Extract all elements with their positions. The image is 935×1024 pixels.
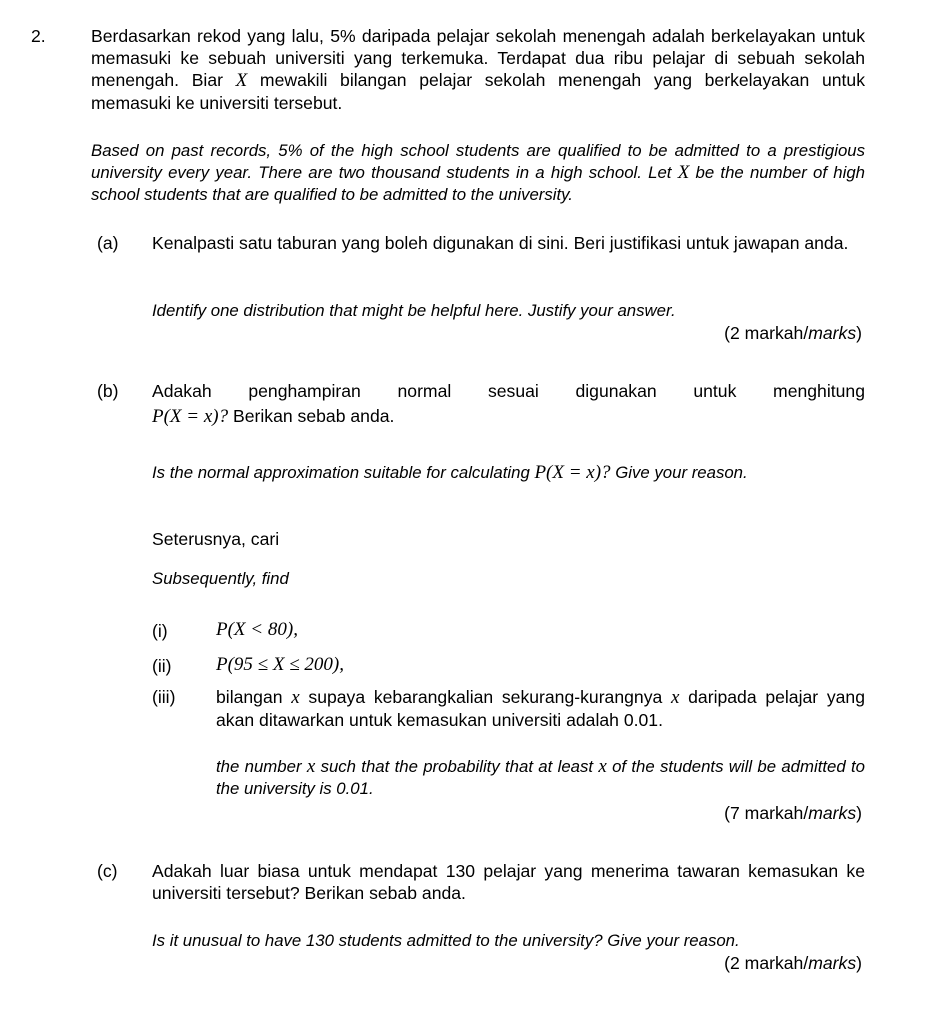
part-b-marks: (7 markah/marks)	[724, 803, 862, 823]
variable-x: x	[306, 756, 316, 777]
part-a-text-malay: Kenalpasti satu taburan yang boleh digunakan di sini. Beri justifikasi untuk jawapan anda.	[152, 233, 849, 253]
question-number: 2.	[31, 26, 46, 46]
part-a-marks: (2 markah/marks)	[724, 323, 862, 343]
probability-expression: P(X = x)?	[534, 462, 611, 483]
variable-x: X	[677, 162, 690, 183]
variable-x: x	[598, 756, 607, 777]
part-c-marks: (2 markah/marks)	[724, 953, 862, 973]
part-b-text-malay-line1: Adakah penghampiran normal sesuai digunakan untuk menghitung	[152, 381, 865, 401]
item-i-label: (i)	[152, 621, 168, 641]
item-iii-label: (iii)	[152, 687, 176, 707]
part-b-text-english: Is the normal approximation suitable for calculating P(X = x)? Give your reason.	[152, 462, 748, 483]
item-i-expression: P(X < 80),	[216, 619, 298, 640]
part-b-text-malay-line2: P(X = x)? Berikan sebab anda.	[152, 406, 395, 427]
item-ii-label: (ii)	[152, 656, 172, 676]
question-stem-malay: Berdasarkan rekod yang lalu, 5% daripada pelajar sekolah menengah adalah berkelayakan untuk memasuki ke sebuah universiti yang terkemuka. Terdapat dua ribu pelajar di sebuah sekolah menengah. Biar X mewakili bilangan pelajar sekolah menengah yang berkelayakan untuk memasuki ke universiti tersebut.	[91, 26, 865, 113]
part-b-then-malay: Seterusnya, cari	[152, 529, 280, 549]
part-c-label: (c)	[97, 861, 118, 881]
variable-x: X	[235, 70, 248, 91]
part-a-label: (a)	[97, 233, 119, 253]
variable-x: x	[671, 687, 680, 708]
part-c-text-malay: Adakah luar biasa untuk mendapat 130 pelajar yang menerima tawaran kemasukan ke universiti tersebut? Berikan sebab anda.	[152, 861, 865, 903]
item-iii-text-english: the number x such that the probability that at least x of the students will be admitted to the university is 0.01.	[216, 756, 865, 798]
item-ii-expression: P(95 ≤ X ≤ 200),	[216, 654, 344, 675]
variable-x: x	[291, 687, 300, 708]
part-c-text-english: Is it unusual to have 130 students admitted to the university? Give your reason.	[152, 931, 740, 950]
question-stem-english: Based on past records, 5% of the high school students are qualified to be admitted to a prestigious university every year. There are two thousand students in a high school. Let X be the number of high school students that are qualified to be admitted to the university.	[91, 141, 865, 204]
part-b-then-english: Subsequently, find	[152, 569, 289, 588]
part-b-label: (b)	[97, 381, 119, 401]
probability-expression: P(X = x)?	[152, 406, 229, 427]
part-a-text-english: Identify one distribution that might be helpful here. Justify your answer.	[152, 301, 676, 320]
item-iii-text-malay: bilangan x supaya kebarangkalian sekurang-kurangnya x daripada pelajar yang akan ditawarkan untuk kemasukan universiti adalah 0.01.	[216, 687, 866, 730]
